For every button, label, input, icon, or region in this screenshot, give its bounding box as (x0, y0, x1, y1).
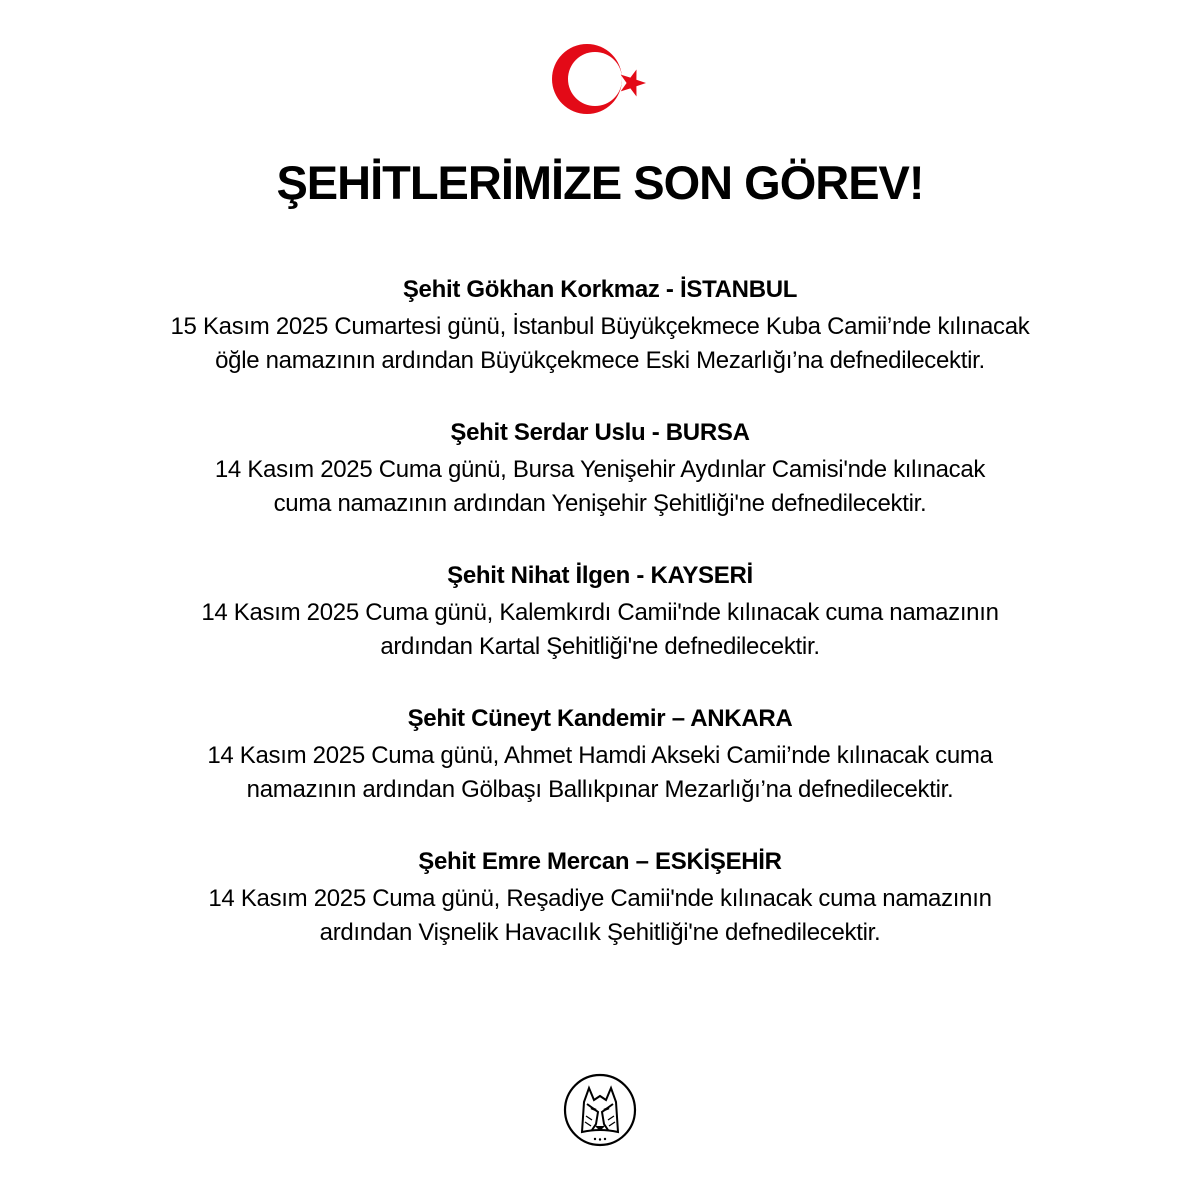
entry-title: Şehit Serdar Uslu - BURSA (450, 419, 750, 446)
entry-text-line: 14 Kasım 2025 Cuma günü, Kalemkırdı Camii'nde kılınacak cuma namazının (201, 599, 999, 626)
entry-text-line: 14 Kasım 2025 Cuma günü, Bursa Yenişehir Aydınlar Camisi'nde kılınacak (214, 456, 986, 483)
entry-title: Şehit Nihat İlgen - KAYSERİ (447, 562, 753, 589)
list-item (0, 556, 1200, 699)
crescent-star-icon (548, 42, 658, 122)
entry-title: Şehit Cüneyt Kandemir – ANKARA (407, 705, 793, 732)
page-title: ŞEHİTLERİMİZE SON GÖREV! (276, 156, 924, 209)
entry-text-line: ardından Vişnelik Havacılık Şehitliği'ne defnedilecektir. (319, 919, 881, 946)
list-item (0, 699, 1200, 842)
entry-text-line: 14 Kasım 2025 Cuma günü, Reşadiye Camii'nde kılınacak cuma namazının (208, 885, 992, 912)
entry-title: Şehit Gökhan Korkmaz - İSTANBUL (402, 276, 798, 303)
list-item (0, 270, 1200, 413)
entry-text-line: cuma namazının ardından Yenişehir Şehitliği'ne defnedilecektir. (273, 490, 927, 517)
entry-text-line: ardından Kartal Şehitliği'ne defnedilecektir. (380, 633, 820, 660)
list-item (0, 413, 1200, 556)
entry-text-line: 14 Kasım 2025 Cuma günü, Ahmet Hamdi Akseki Camii’nde kılınacak cuma (207, 742, 993, 769)
funeral-list (0, 270, 1200, 985)
wolf-emblem-icon (562, 1072, 638, 1148)
entry-text-line: namazının ardından Gölbaşı Ballıkpınar Mezarlığı’na defnedilecektir. (246, 776, 954, 803)
entry-title: Şehit Emre Mercan – ESKİŞEHİR (418, 848, 782, 875)
entry-text-line: öğle namazının ardından Büyükçekmece Eski Mezarlığı’na defnedilecektir. (215, 347, 985, 374)
list-item (0, 842, 1200, 985)
entry-text-line: 15 Kasım 2025 Cumartesi günü, İstanbul Büyükçekmece Kuba Camii’nde kılınacak (170, 313, 1030, 340)
